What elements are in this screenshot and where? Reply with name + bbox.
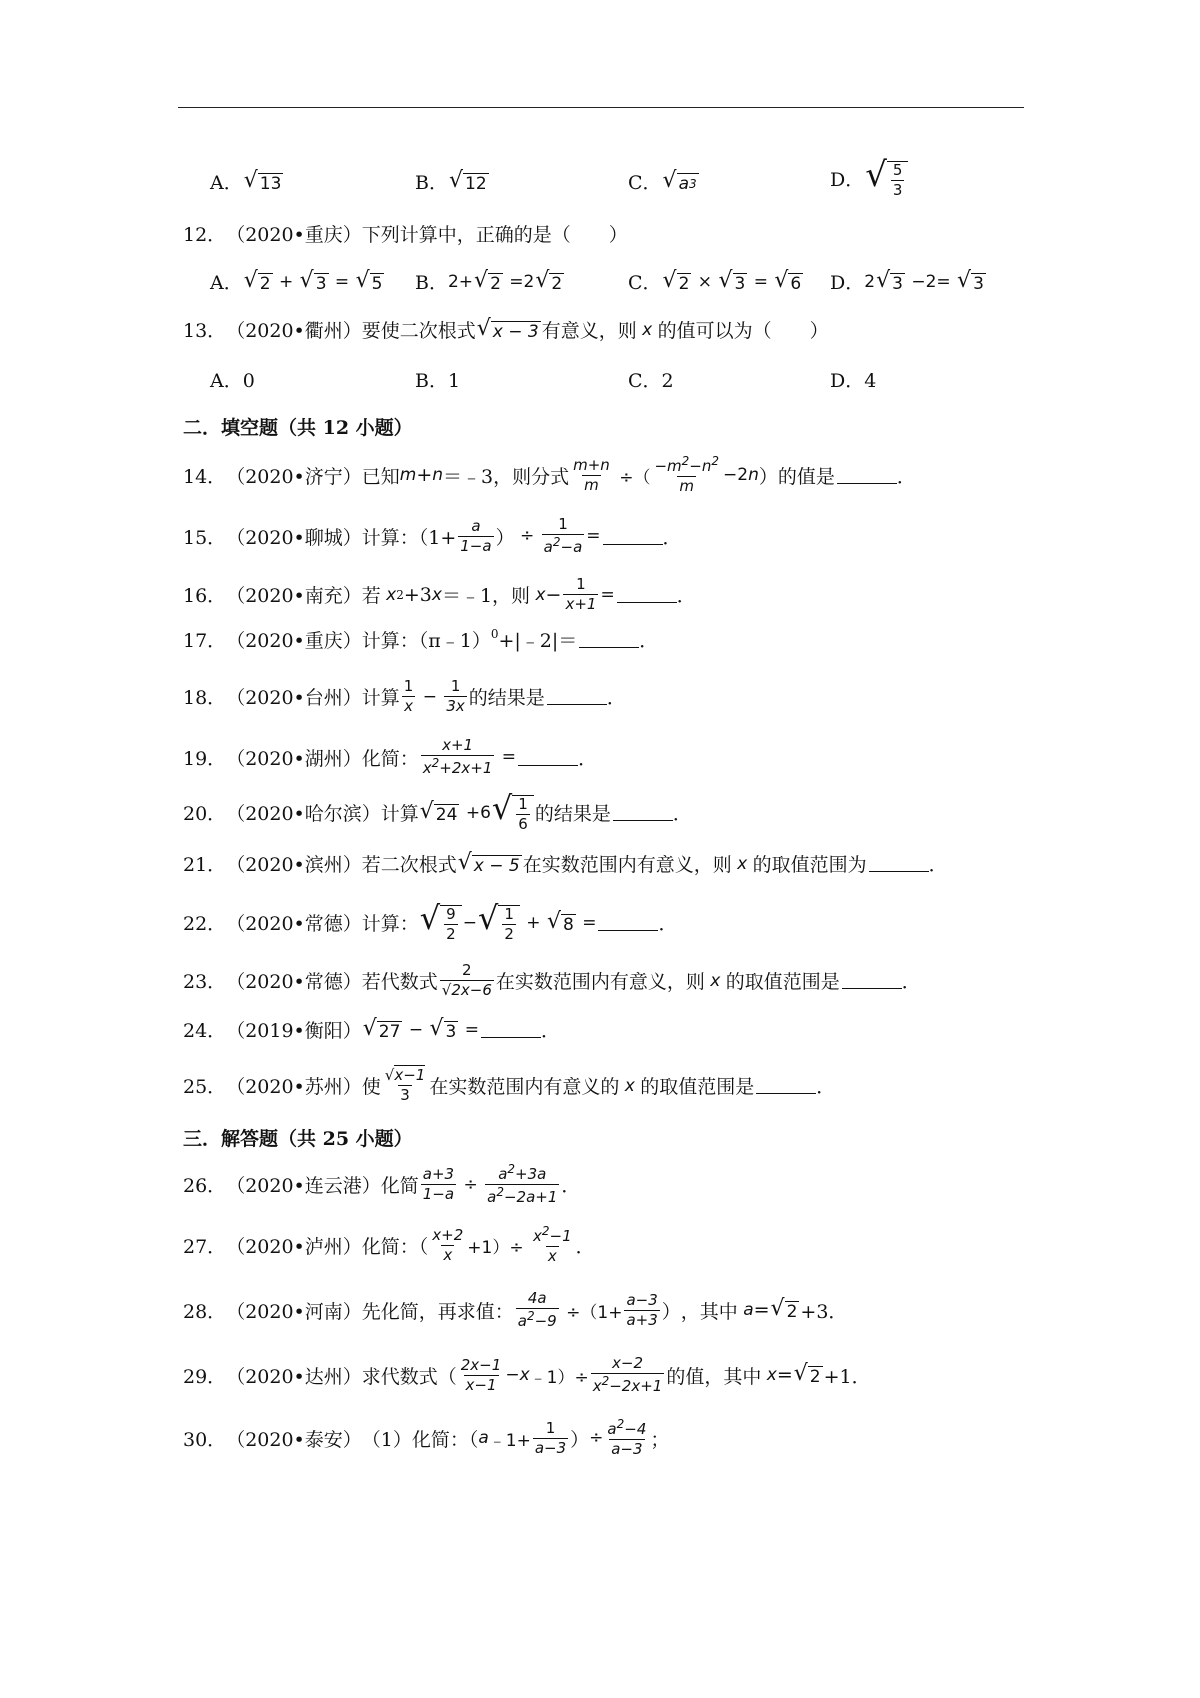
- question-19: 19． （2020•湖州） 化简： $\frac{x+1}{x^2+2x+1}$ = ．: [183, 736, 598, 778]
- answer-blank[interactable]: [579, 631, 639, 648]
- question-22: 22． （2020•常德） 计算： √ $\frac{9}{2}$ − √ $\frac{1}{2}$ + √ 8 = ．: [183, 899, 678, 944]
- question-29: 29． （2020•达州） 求代数式（ $\frac{2x-1}{x-1}$ − x ﹣1）÷ $\frac{x-2}{x^2-2x+1}$ 的值，其中 x = √ 2 +1．: [183, 1354, 871, 1396]
- question-28: 28． （2020•河南） 先化简，再求值： $\frac{4a}{a^2-9}$ ÷（1+ $\frac{a-3}{a+3}$ ） ，其中 a = √ 2 +3．: [183, 1289, 848, 1331]
- q12-option-a[interactable]: A． √ 2 + √ 3 = √ 5: [210, 267, 383, 294]
- q11-option-c[interactable]: C． √ a 3: [628, 167, 697, 194]
- question-21: 21． （2020•滨州） 若二次根式 √ x − 5 在实数范围内有意义，则 x 的取值范围为 ．: [183, 849, 948, 876]
- answer-blank[interactable]: [869, 855, 929, 872]
- answer-blank[interactable]: [756, 1077, 816, 1094]
- question-23: 23． （2020•常德） 若代数式 $\frac{2}{√2x-6}$ 在实数范围内有意义，则 x 的取值范围是 ．: [183, 961, 921, 1000]
- question-16: 16． （2020•南充） 若 x 2 +3 x ＝﹣1，则 x − $\frac{1}{x+1}$ = ．: [183, 575, 696, 614]
- question-27: 27． （2020•泸州） 化简：（ $\frac{x+2}{x}$ +1）÷ $\frac{x^2-1}{x}$ ．: [183, 1224, 595, 1266]
- question-17: 17． （2020•重庆） 计算：（π﹣1） $^0$ +|﹣2|＝ ．: [183, 626, 659, 652]
- q13-option-b[interactable]: B．1: [415, 370, 461, 392]
- answer-blank[interactable]: [613, 804, 673, 821]
- section-fill-in-title: 二．填空题（共 12 小题）: [183, 417, 413, 439]
- answer-blank[interactable]: [603, 528, 663, 545]
- q11-option-d[interactable]: D． √ $\frac{5}{3}$: [830, 158, 909, 200]
- question-14: 14． （2020•济宁） 已知 m + n ＝﹣3，则分式 $\frac{m+n}{m}$ ÷（ $\frac{-m^2-n^2}{m}$ −2 n ） 的值是 ．: [183, 454, 916, 496]
- q13-option-d[interactable]: D．4: [830, 370, 877, 392]
- question-18: 18． （2020•台州） 计算 $\frac{1}{x}$ − $\frac{1}{3x}$ 的结果是 ．: [183, 677, 626, 716]
- answer-blank[interactable]: [481, 1021, 541, 1038]
- question-15: 15． （2020•聊城） 计算：（1+ $\frac{a}{1-a}$ ） ÷ $\frac{1}{a^2-a}$ = ．: [183, 515, 682, 557]
- question-20: 20． （2020•哈尔滨） 计算 √ 24 +6 √ $\frac{1}{6}$ 的结果是 ．: [183, 789, 692, 834]
- section-answer-title: 三．解答题（共 25 小题）: [183, 1128, 413, 1150]
- q11-option-a[interactable]: A． √ 13: [210, 167, 282, 194]
- question-24: 24． （2019•衡阳） √ 27 − √ 3 = ．: [183, 1015, 561, 1042]
- question-12: 12． （2020•重庆） 下列计算中，正确的是（ ）: [183, 224, 628, 246]
- q12-option-c[interactable]: C． √ 2 × √ 3 = √ 6: [628, 267, 802, 294]
- answer-blank[interactable]: [547, 688, 607, 705]
- question-30: 30． （2020•泰安） （1）化简：（ a ﹣1+ $\frac{1}{a-3}$ ） ÷ $\frac{a^2-4}{a-3}$ ；: [183, 1417, 670, 1459]
- q13-option-c[interactable]: C．2: [628, 370, 674, 392]
- question-13: 13． （2020•衢州） 要使二次根式 √ x − 3 有意义，则 x 的值可以为（ ）: [183, 315, 829, 342]
- q12-option-b[interactable]: B． 2+ √ 2 =2 √ 2: [415, 267, 563, 294]
- q13-option-a[interactable]: A．0: [210, 370, 255, 392]
- answer-blank[interactable]: [598, 914, 658, 931]
- answer-blank[interactable]: [617, 586, 677, 603]
- answer-blank[interactable]: [518, 749, 578, 766]
- question-25: 25． （2020•苏州） 使 $\frac{√x-1}{3}$ 在实数范围内有意义的 x 的取值范围是 ．: [183, 1066, 836, 1105]
- question-26: 26． （2020•连云港） 化简 $\frac{a+3}{1-a}$ ÷ $\frac{a^2+3a}{a^2-2a+1}$ ．: [183, 1162, 581, 1207]
- answer-blank[interactable]: [842, 972, 902, 989]
- q12-option-d[interactable]: D． 2 √ 3 −2= √ 3: [830, 267, 984, 294]
- q11-option-b[interactable]: B． √ 12: [415, 167, 487, 194]
- header-rule: [178, 107, 1024, 108]
- answer-blank[interactable]: [837, 467, 897, 484]
